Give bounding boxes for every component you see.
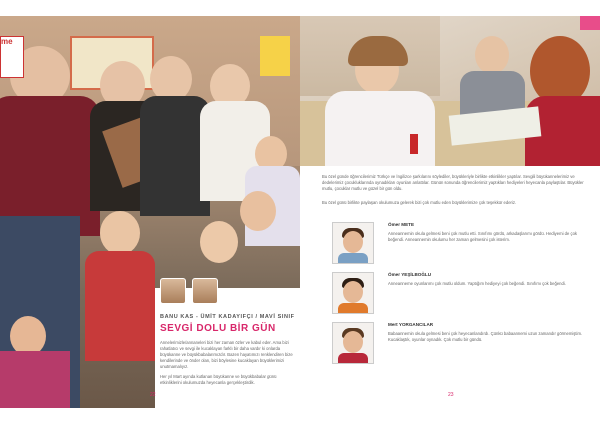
right-paragraph-1: Bu özel günde öğrencilerimiz Türkçe ve İngilizce şarkılarını söylediler, büyükleriyle birlikte etkinlikler yaptılar. Sevgili büyükannelerimiz ve dedelerimiz çocukluklarında oynadıkları oyunları anlattılar. Günün sonunda öğrencilerimiz yaptıkları hediyeleri heyecanla paylaştılar. Büyükler mutlu, çocuklar mutlu ve güzel bir gün oldu. [322, 174, 584, 191]
student-quote: Anneanneme oyunlarımı çok mutlu oldum. Yaptığım hediyeyi çok beğendi. Sınıfımı çok beğendi. [388, 281, 566, 286]
student-quote: Anneannemin okula gelmesi beni çok mutlu etti. Sınıfımı gördü, arkadaşlarımı gördü. Hediyemi de çok beğendi. Anneannemin okulumu her zaman gelmesini çok isterim. [388, 231, 577, 242]
student-name: Ömer YEŞİLBOĞLU [388, 272, 432, 277]
boy-shirt [85, 251, 155, 361]
boy-2-head [240, 191, 276, 231]
girl-3-top [0, 351, 70, 408]
student-name: Mert YORGANCILAR [388, 322, 434, 327]
student-entry [332, 322, 594, 370]
student-face [343, 331, 363, 353]
teacher-photos [160, 278, 218, 304]
right-page [300, 16, 600, 408]
student-shirt [338, 253, 368, 264]
wall-sign [0, 36, 24, 78]
girl-sweater [325, 91, 435, 166]
byline: BANU KAS - ÜMİT KADAYIFÇI / MAVİ SINIF [160, 314, 295, 320]
student-photo [332, 222, 374, 264]
teacher-photo-1 [160, 278, 186, 304]
wall-sign-text: me [1, 37, 13, 46]
girl-2-head [200, 221, 238, 263]
intro-text [160, 340, 294, 386]
student-entry [332, 222, 594, 270]
page-number-left: 22 [150, 392, 156, 398]
article-title: SEVGİ DOLU BİR GÜN [160, 323, 276, 334]
left-page [0, 16, 300, 408]
page-number-right: 23 [448, 392, 454, 398]
right-paragraph-2: Bu özel günü birlikte paylaşan okulumuza gelerek bizi çok mutlu eden büyüklerimize çok teşekkür ederiz. [322, 200, 517, 205]
student-face [343, 281, 363, 303]
student-shirt [338, 353, 368, 364]
student-shirt [338, 303, 368, 314]
student-photo [332, 322, 374, 364]
glue-bottle [410, 134, 418, 154]
student-quote: Babaannemin okula gelmesi beni çok heyecanlandırdı. Çünkü babaannemi uzun zamandır görmemiştim. Kucaklaştık, oyunlar oynadık. Çok mutlu bir gündü. [388, 331, 583, 342]
grandfather-jacket [0, 96, 100, 236]
girl-3-head [10, 316, 46, 356]
boy-head [100, 211, 140, 255]
student-face [343, 231, 363, 253]
activity-photo [300, 16, 600, 166]
intro-paragraph-2: Her yıl Mart ayında kutlanan büyükanne ve büyükbabalar günü etkinliklerini okulumuzda heyecanla gerçekleştirdik. [160, 374, 277, 385]
wall-poster [260, 36, 290, 76]
grandparent-head [475, 36, 509, 74]
student-name: Ömer METE [388, 222, 415, 227]
student-entry [332, 272, 594, 320]
teacher-photo-2 [192, 278, 218, 304]
student-photo [332, 272, 374, 314]
intro-paragraph-1: Annelerimizle/annaneleri bizi her zaman özler ve kabul eder. Ama bizi rahatlatıcı ve sevgi ile kucaklayan farklı bir daha vardır ki onlarda büyükanne ve büyükbabalarımızdır. Bazen hayatımızı renklendiren bize kendilerinde ve önder olan, bizi böylesine kucaklayan büyüklerimizi unutmamalıyız. [160, 340, 293, 369]
corner-tab [580, 16, 600, 30]
